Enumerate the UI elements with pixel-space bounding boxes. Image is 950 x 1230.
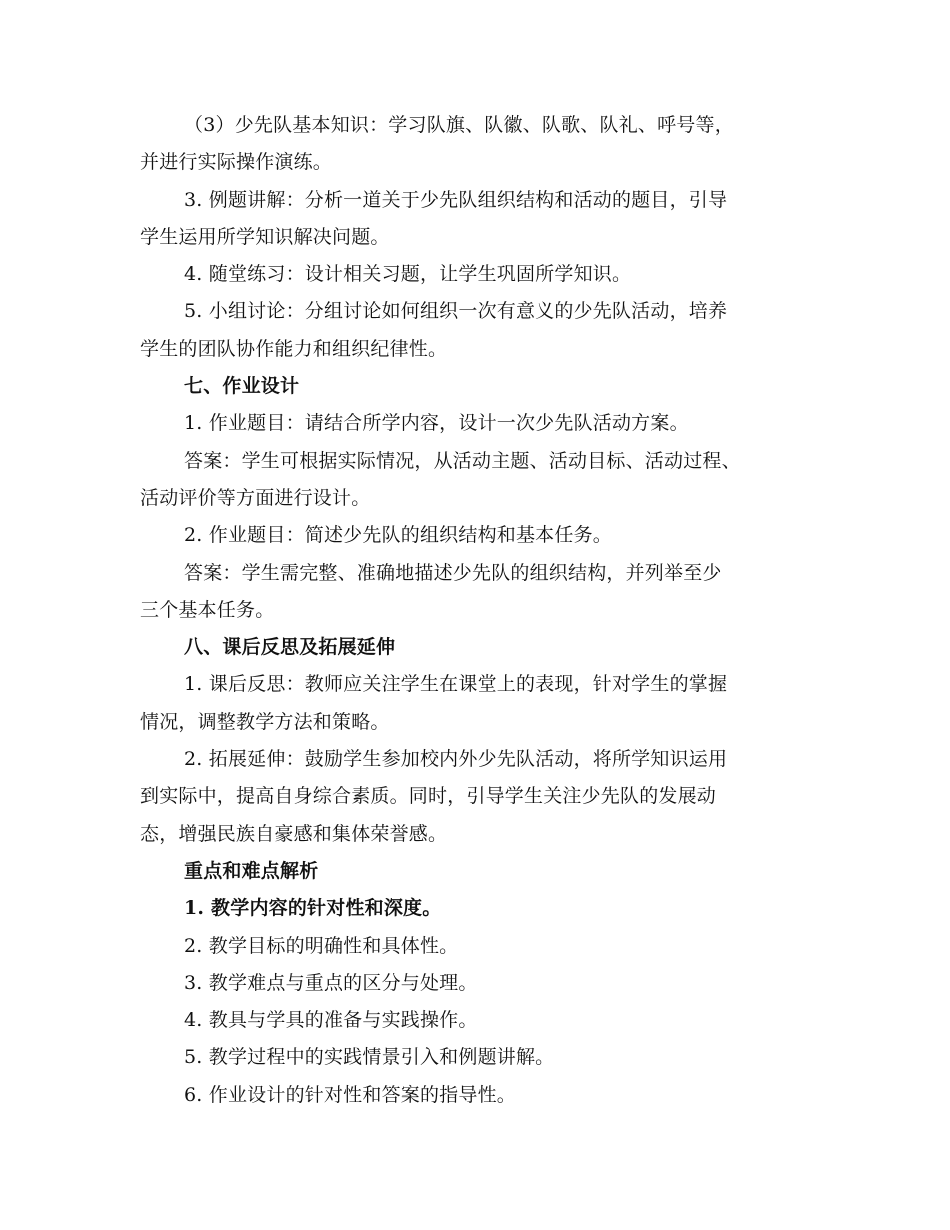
- section-heading: 1. 教学内容的针对性和深度。: [184, 897, 442, 920]
- section-heading: 重点和难点解析: [184, 859, 319, 882]
- text-line: 答案：学生需完整、准确地描述少先队的组织结构，并列举至少: [184, 561, 722, 584]
- text-line: 1. 课后反思：教师应关注学生在课堂上的表现，针对学生的掌握: [184, 673, 728, 696]
- text-line: （3）少先队基本知识：学习队旗、队徽、队歌、队礼、呼号等，: [184, 114, 734, 136]
- text-line: 3. 例题讲解：分析一道关于少先队组织结构和活动的题目，引导: [184, 188, 728, 211]
- text-line: 活动评价等方面进行设计。: [140, 486, 371, 509]
- text-line: 答案：学生可根据实际情况，从活动主题、活动目标、活动过程、: [184, 449, 741, 472]
- text-line: 1. 作业题目：请结合所学内容，设计一次少先队活动方案。: [184, 412, 689, 435]
- text-line: 到实际中，提高自身综合素质。同时，引导学生关注少先队的发展动: [140, 785, 717, 808]
- text-line: 5. 小组讨论：分组讨论如何组织一次有意义的少先队活动，培养: [184, 300, 728, 323]
- section-heading: 七、作业设计: [184, 375, 300, 398]
- text-line: 2. 作业题目：简述少先队的组织结构和基本任务。: [184, 524, 612, 547]
- section-heading: 八、课后反思及拓展延伸: [184, 636, 396, 659]
- text-line: 三个基本任务。: [140, 598, 275, 621]
- text-line: 学生的团队协作能力和组织纪律性。: [140, 337, 448, 360]
- text-line: 5. 教学过程中的实践情景引入和例题讲解。: [184, 1046, 555, 1069]
- document-body: [140, 107, 804, 1114]
- text-line: 并进行实际操作演练。: [140, 151, 333, 174]
- text-line: 学生运用所学知识解决问题。: [140, 225, 390, 248]
- text-line: 情况，调整教学方法和策略。: [140, 710, 390, 733]
- text-line: 3. 教学难点与重点的区分与处理。: [184, 971, 478, 994]
- text-line: 2. 拓展延伸：鼓励学生参加校内外少先队活动，将所学知识运用: [184, 748, 728, 771]
- text-line: 2. 教学目标的明确性和具体性。: [184, 934, 459, 957]
- text-line: 态，增强民族自豪感和集体荣誉感。: [140, 822, 448, 845]
- text-line: 4. 教具与学具的准备与实践操作。: [184, 1009, 478, 1032]
- text-line: 6. 作业设计的针对性和答案的指导性。: [184, 1083, 516, 1106]
- text-line: 4. 随堂练习：设计相关习题，让学生巩固所学知识。: [184, 263, 632, 286]
